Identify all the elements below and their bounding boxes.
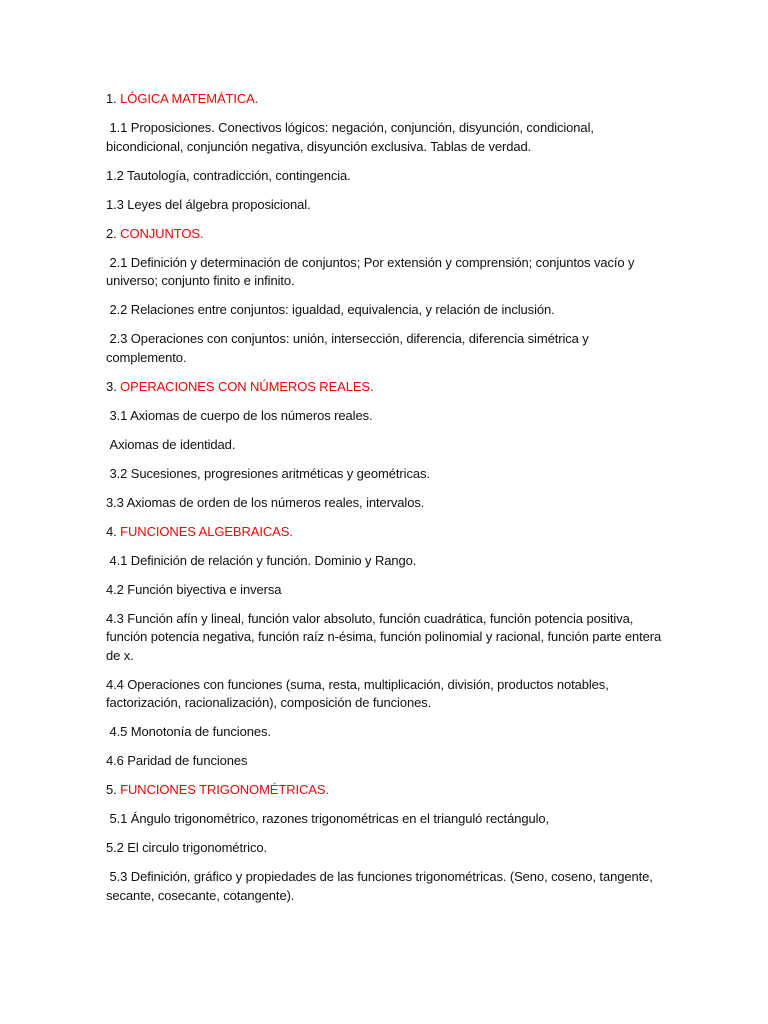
list-item: 3.1 Axiomas de cuerpo de los números reales. — [106, 407, 373, 423]
section-title: LÓGICA MATEMÁTICA. — [120, 91, 259, 106]
section-number: 1. — [106, 91, 117, 106]
list-item: 4.3 Función afín y lineal, función valor absoluto, función cuadrática, función potencia positiva, función potencia negativa, función raíz n-ésima, función polinomial y racional, función parte entera de x. — [106, 610, 665, 663]
list-item: 1.3 Leyes del álgebra proposicional. — [106, 196, 311, 212]
list-item: 2.1 Definición y determinación de conjuntos; Por extensión y comprensión; conjuntos vacío y universo; conjunto finito e infinito. — [106, 254, 638, 288]
section-heading — [106, 378, 666, 397]
list-item: 2.3 Operaciones con conjuntos: unión, intersección, diferencia, diferencia simétrica y complemento. — [106, 331, 593, 365]
section-heading — [106, 523, 666, 542]
document-body — [106, 90, 666, 916]
section-title: CONJUNTOS. — [120, 225, 204, 241]
list-item: 1.2 Tautología, contradicción, contingencia. — [106, 167, 351, 183]
list-item: 2.2 Relaciones entre conjuntos: igualdad, equivalencia, y relación de inclusión. — [106, 302, 555, 317]
section-heading — [106, 781, 666, 800]
section-number: 5. — [106, 782, 117, 797]
list-item: 5.1 Ángulo trigonométrico, razones trigonométricas en el trianguló rectángulo, — [106, 811, 550, 826]
list-item: 3.3 Axiomas de orden de los números reales, intervalos. — [106, 494, 425, 510]
section-heading — [106, 225, 666, 244]
list-item: 3.2 Sucesiones, progresiones aritméticas y geométricas. — [106, 465, 430, 481]
list-item: 4.4 Operaciones con funciones (suma, resta, multiplicación, división, productos notables, factorización, racionalización), composición de funciones. — [106, 676, 613, 710]
list-item: 5.3 Definición, gráfico y propiedades de las funciones trigonométricas. (Seno, coseno, tangente, secante, cosecante, cotangente). — [106, 869, 657, 903]
section-title: FUNCIONES ALGEBRAICAS. — [120, 523, 293, 539]
list-item: 4.6 Paridad de funciones — [106, 753, 248, 768]
list-item: 1.1 Proposiciones. Conectivos lógicos: negación, conjunción, disyunción, condicional, bicondicional, conjunción negativa, disyunción exclusiva. Tablas de verdad. — [106, 120, 598, 154]
section-number: 4. — [106, 523, 117, 539]
section-title: FUNCIONES TRIGONOMÉTRICAS. — [120, 782, 329, 797]
list-item: 4.1 Definición de relación y función. Dominio y Rango. — [106, 552, 417, 568]
list-item: 4.5 Monotonía de funciones. — [106, 724, 271, 739]
section-number: 2. — [106, 225, 117, 241]
list-item: 4.2 Función biyectiva e inversa — [106, 581, 282, 597]
section-heading — [106, 90, 666, 109]
list-item: Axiomas de identidad. — [106, 436, 236, 452]
section-number: 3. — [106, 378, 117, 394]
section-title: OPERACIONES CON NÚMEROS REALES. — [120, 378, 374, 394]
list-item: 5.2 El circulo trigonométrico. — [106, 840, 268, 855]
